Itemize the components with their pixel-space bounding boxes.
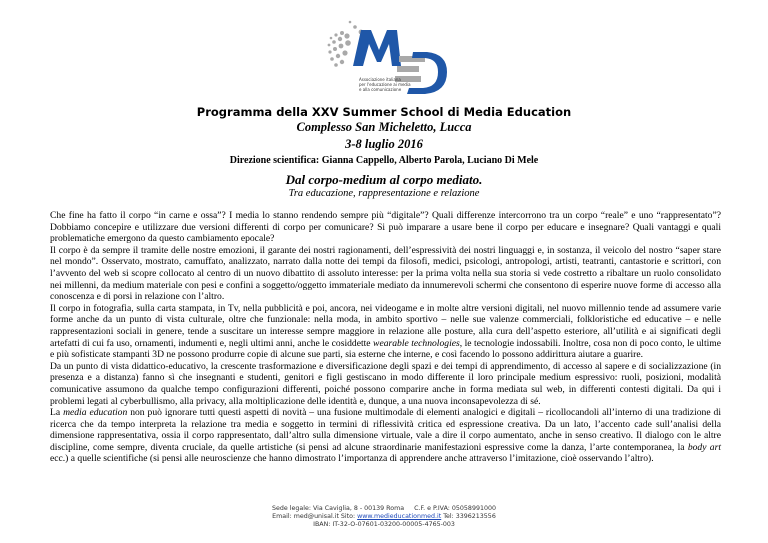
paragraph-5-emphasis-2: body art <box>687 441 721 453</box>
document-subtitle: Tra educazione, rappresentazione e relazione <box>288 188 480 199</box>
venue: Complesso San Micheletto, Lucca <box>296 120 472 134</box>
paragraph-3-part-a: Il corpo in fotografia, sulla carta stampata, in Tv, nella pubblicità e poi, ancora, nei videogame e in molte altre versioni digitali, nel nuovo millennio tende ad assumere varie forme anche da un punto di vista culturale, oltre che funzionale: nella moda, in ambito sportivo – nelle sue valenze commerciali, folkloristiche ed educative – e nelle rappresentazioni sociali in genere, tende a suscitare un interesse sempre maggiore in relazione alle posture, alla cura dell’aspetto esteriore, all’utilità e ai significati degli artefatti di cui fa uso, ornamenti, indumenti e, negli ultimi anni, anche le cosiddette <box>50 302 721 349</box>
paragraph-5-part-a: La <box>50 407 64 419</box>
paragraph-1: Che fine ha fatto il corpo “in carne e ossa”? I media lo stanno rendendo sempre più “digitale”? Quali differenze intercorrono tra un corpo “reale” e uno “rappresentato”? Dobbiamo concepire e utilizzare due versioni differenti di corpo per comunicare? Si può imparare a usare bene il corpo per educare e insegnare? Quali vantaggi e quali problematiche emergono da questo cambiamento epocale? <box>50 210 721 245</box>
dates: 3-8 luglio 2016 <box>345 137 423 151</box>
footer-site-link[interactable]: www.medieducationmed.it <box>357 513 442 521</box>
program-title: Programma della XXV Summer School di Media Education <box>196 105 572 119</box>
document-title: Dal corpo-medium al corpo mediato. <box>285 172 483 187</box>
paragraph-3-part-b: , le tecnologie indossabili. Inoltre, cosa non di poco conto, le ultime e più sofisticate stampanti 3D ne possono produrre copie di alcune sue parti, sia esterne che interne, e così facendo lo possono addirittura aiutare a guarire. <box>50 337 721 361</box>
paragraph-5-emphasis-1: media education <box>63 407 128 419</box>
scientific-direction: Direzione scientifica: Gianna Cappello, Alberto Parola, Luciano Di Mele <box>229 155 539 166</box>
footer-email: med@unisal.it <box>293 513 339 521</box>
logo-tagline-3: e alla comunicazione <box>359 87 402 92</box>
paragraph-3 <box>50 303 721 361</box>
paragraph-5 <box>50 407 721 465</box>
footer-email-label: Email: <box>272 513 294 521</box>
logo-tagline-1: Associazione italiana <box>359 77 401 82</box>
footer-row-2 <box>0 513 768 521</box>
paragraph-5-part-b: non può ignorare tutti questi aspetti di novità – una fusione multimodale di elementi analogici e digitali – ricollocandoli all’interno di una tradizione di ricerca che da tempo interpreta la relazione tra media e soggetto in termini di riflessività critica ed espressione creativa. Da un lato, l’accento cade sull’analisi della dimensione rappresentativa, ossia il corpo rappresentato, dall’altro sulla dimensione virtuale, vale a dire il corpo aumentato, anche in senso creativo. Il dialogo con le altre discipline, come sempre, diventa cruciale, da quelle artistiche (si pensi ad alcune straordinarie manifestazioni espressive come la danza, l’arte contemporanea, la <box>50 407 721 453</box>
footer-site-label: Sito: <box>338 513 358 521</box>
footer-row-1 <box>0 505 768 513</box>
footer-address: Sede legale: Via Caviglia, 8 - 00139 Roma <box>272 505 405 512</box>
footer-tel: Tel: 3396213556 <box>441 513 496 521</box>
body-text <box>50 210 721 465</box>
logo-tagline-2: per l'educazione ai media <box>359 82 411 87</box>
med-logo <box>317 8 457 108</box>
paragraph-2: Il corpo è da sempre il tramite delle nostre emozioni, il garante dei nostri ragionamenti, dell’espressività dei nostri linguaggi e, in sostanza, il veicolo del nostro “saper stare nel mondo”. Osservato, mostrato, camuffato, analizzato, narrato dalla notte dei tempi da filosofi, medici, psicologi, antropologi, artisti, teatranti, cantastorie e scrittori, con l’avvento del web si scopre collocato al centro di un nuovo dibattito di assoluto interesse: per la prima volta nella sua storia si vede costretto a ribaltare un ruolo consolidato nei millenni, da medium materiale con pesi e confini a soggetto/oggetto immateriale mediato da innumerevoli schermi che consentono di esperire nuove forme di accesso alla conoscenza e di porsi in relazione con l’altro. <box>50 244 721 303</box>
footer <box>0 505 768 530</box>
footer-row-3 <box>0 521 768 529</box>
paragraph-5-part-c: ecc.) a quelle scientifiche (si pensi alle neuroscienze che hanno dimostrato l’importanza di apprendere anche attraverso l’imitazione, cioè osservando l’altro). <box>50 453 654 465</box>
footer-iban: IBAN: IT-32-O-07601-03200-00005-4765-003 <box>313 521 455 529</box>
footer-vat: C.F. e P.IVA: 05058991000 <box>414 505 496 512</box>
paragraph-3-emphasis: wearable technologies <box>373 337 460 349</box>
logo-letter-m <box>353 30 401 66</box>
paragraph-4: Da un punto di vista didattico-educativo, la crescente trasformazione e diversificazione degli spazi e dei tempi di apprendimento, di accesso al sapere e di socializzazione (in presenza e a distanza) fanno sì che insegnanti e studenti, genitori e figli gestiscano in modo differente il loro principale medium espressivo: ruoli, posizioni, modalità comunicative assumono da qualche tempo configurazioni differenti, poiché possono comparire anche in forma mediata sul web, in differenti contesti digitali. Da qui i problemi legati al cyberbullismo, alla privacy, alla moltiplicazione delle identità e, dunque, a una nuova inconsapevolezza di sé. <box>50 360 721 407</box>
